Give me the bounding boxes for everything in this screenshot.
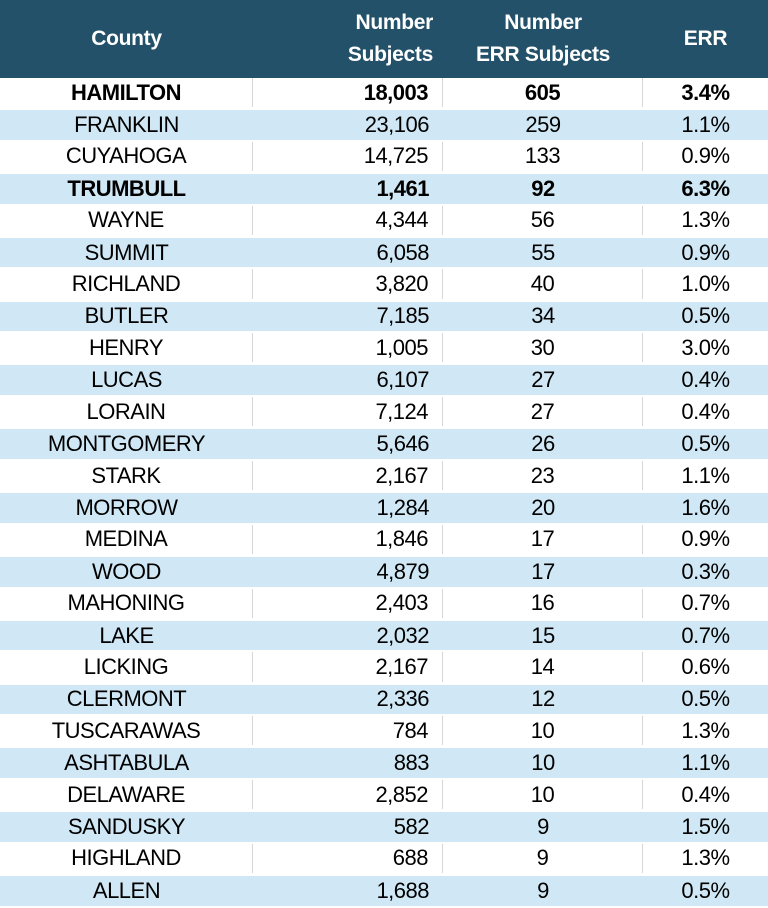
cell-county: WAYNE (0, 206, 253, 235)
cell-number-subjects: 2,032 (253, 618, 443, 653)
cell-number-err-subjects: 27 (443, 362, 643, 397)
cell-number-err-subjects: 30 (443, 333, 643, 362)
table-row (0, 809, 768, 844)
cell-number-subjects: 6,058 (253, 235, 443, 270)
header-label-line: County (91, 27, 162, 50)
header-label-line: Number (504, 11, 582, 34)
cell-number-subjects: 2,852 (253, 780, 443, 809)
table-row (0, 269, 768, 298)
cell-county: WOOD (0, 554, 253, 589)
table-row (0, 844, 768, 873)
cell-err: 6.3% (643, 171, 768, 206)
cell-number-err-subjects: 9 (443, 844, 643, 873)
cell-number-subjects: 2,403 (253, 589, 443, 618)
cell-number-err-subjects: 14 (443, 652, 643, 681)
cell-err: 0.7% (643, 618, 768, 653)
cell-err: 1.5% (643, 809, 768, 844)
cell-number-err-subjects: 23 (443, 461, 643, 490)
table-row (0, 397, 768, 426)
cell-number-err-subjects: 92 (443, 171, 643, 206)
cell-county: MORROW (0, 490, 253, 525)
cell-number-err-subjects: 26 (443, 426, 643, 461)
cell-err: 1.1% (643, 107, 768, 142)
cell-err: 0.4% (643, 780, 768, 809)
cell-err: 1.6% (643, 490, 768, 525)
table-row (0, 716, 768, 745)
cell-number-subjects: 14,725 (253, 142, 443, 171)
table-row (0, 780, 768, 809)
cell-number-err-subjects: 27 (443, 397, 643, 426)
table-row (0, 554, 768, 589)
cell-county: SANDUSKY (0, 809, 253, 844)
cell-number-subjects: 2,167 (253, 461, 443, 490)
table-row (0, 171, 768, 206)
cell-number-subjects: 7,185 (253, 299, 443, 334)
cell-err: 1.0% (643, 269, 768, 298)
cell-number-subjects: 1,846 (253, 525, 443, 554)
cell-county: MONTGOMERY (0, 426, 253, 461)
col-header-number-subjects (253, 0, 443, 78)
cell-number-err-subjects: 9 (443, 873, 643, 908)
cell-err: 0.5% (643, 682, 768, 717)
cell-err: 0.9% (643, 142, 768, 171)
header-label-line: Number (355, 11, 433, 34)
cell-number-subjects: 784 (253, 716, 443, 745)
cell-number-err-subjects: 56 (443, 206, 643, 235)
col-header-county (0, 0, 253, 78)
cell-number-err-subjects: 17 (443, 554, 643, 589)
header-label-line: ERR (683, 27, 728, 50)
cell-county: STARK (0, 461, 253, 490)
cell-err: 0.5% (643, 299, 768, 334)
cell-county: HENRY (0, 333, 253, 362)
cell-err: 0.6% (643, 652, 768, 681)
table-row (0, 107, 768, 142)
cell-county: CLERMONT (0, 682, 253, 717)
table-header (0, 0, 768, 78)
col-header-err (643, 0, 768, 78)
cell-err: 0.9% (643, 235, 768, 270)
cell-number-err-subjects: 10 (443, 716, 643, 745)
table-row (0, 362, 768, 397)
cell-err: 0.4% (643, 362, 768, 397)
cell-err: 1.1% (643, 461, 768, 490)
cell-number-subjects: 582 (253, 809, 443, 844)
cell-county: MAHONING (0, 589, 253, 618)
cell-number-subjects: 4,879 (253, 554, 443, 589)
table-row (0, 206, 768, 235)
cell-number-subjects: 5,646 (253, 426, 443, 461)
cell-err: 1.3% (643, 844, 768, 873)
table-row (0, 426, 768, 461)
cell-number-subjects: 1,461 (253, 171, 443, 206)
cell-number-subjects: 1,688 (253, 873, 443, 908)
cell-number-subjects: 7,124 (253, 397, 443, 426)
cell-number-subjects: 688 (253, 844, 443, 873)
cell-err: 0.3% (643, 554, 768, 589)
cell-number-subjects: 6,107 (253, 362, 443, 397)
cell-number-err-subjects: 15 (443, 618, 643, 653)
cell-county: ASHTABULA (0, 745, 253, 780)
cell-number-err-subjects: 12 (443, 682, 643, 717)
table-row (0, 333, 768, 362)
cell-number-subjects: 2,167 (253, 652, 443, 681)
table-row (0, 745, 768, 780)
cell-number-subjects: 883 (253, 745, 443, 780)
cell-county: CUYAHOGA (0, 142, 253, 171)
cell-county: LUCAS (0, 362, 253, 397)
cell-county: TUSCARAWAS (0, 716, 253, 745)
cell-number-err-subjects: 10 (443, 780, 643, 809)
cell-number-subjects: 1,284 (253, 490, 443, 525)
cell-err: 0.9% (643, 525, 768, 554)
cell-number-err-subjects: 10 (443, 745, 643, 780)
cell-number-subjects: 2,336 (253, 682, 443, 717)
cell-err: 0.5% (643, 426, 768, 461)
table-row (0, 142, 768, 171)
cell-county: SUMMIT (0, 235, 253, 270)
cell-number-err-subjects: 34 (443, 299, 643, 334)
cell-county: HIGHLAND (0, 844, 253, 873)
table-row (0, 461, 768, 490)
cell-county: MEDINA (0, 525, 253, 554)
table-row (0, 873, 768, 908)
cell-county: LICKING (0, 652, 253, 681)
cell-err: 0.4% (643, 397, 768, 426)
table-row (0, 78, 768, 107)
cell-err: 1.3% (643, 206, 768, 235)
table-row (0, 682, 768, 717)
header-label-line: Subjects (347, 43, 433, 66)
cell-county: TRUMBULL (0, 171, 253, 206)
cell-number-err-subjects: 605 (443, 78, 643, 107)
table-row (0, 490, 768, 525)
header-row (0, 0, 768, 78)
cell-err: 0.5% (643, 873, 768, 908)
cell-county: LORAIN (0, 397, 253, 426)
cell-err: 3.4% (643, 78, 768, 107)
cell-county: DELAWARE (0, 780, 253, 809)
cell-number-err-subjects: 20 (443, 490, 643, 525)
cell-err: 3.0% (643, 333, 768, 362)
cell-county: RICHLAND (0, 269, 253, 298)
cell-number-err-subjects: 17 (443, 525, 643, 554)
table-row (0, 299, 768, 334)
cell-number-err-subjects: 55 (443, 235, 643, 270)
cell-number-err-subjects: 259 (443, 107, 643, 142)
cell-number-subjects: 18,003 (253, 78, 443, 107)
cell-number-subjects: 1,005 (253, 333, 443, 362)
cell-err: 1.3% (643, 716, 768, 745)
cell-county: HAMILTON (0, 78, 253, 107)
table-row (0, 652, 768, 681)
table-body (0, 78, 768, 908)
cell-err: 1.1% (643, 745, 768, 780)
cell-county: FRANKLIN (0, 107, 253, 142)
cell-number-subjects: 23,106 (253, 107, 443, 142)
cell-number-err-subjects: 9 (443, 809, 643, 844)
table-row (0, 235, 768, 270)
cell-number-subjects: 3,820 (253, 269, 443, 298)
header-label-line: ERR Subjects (475, 43, 611, 66)
cell-county: LAKE (0, 618, 253, 653)
cell-number-subjects: 4,344 (253, 206, 443, 235)
cell-county: ALLEN (0, 873, 253, 908)
cell-number-err-subjects: 133 (443, 142, 643, 171)
table-row (0, 589, 768, 618)
table-row (0, 618, 768, 653)
table-row (0, 525, 768, 554)
cell-number-err-subjects: 40 (443, 269, 643, 298)
col-header-number-err-subjects (443, 0, 643, 78)
cell-err: 0.7% (643, 589, 768, 618)
cell-county: BUTLER (0, 299, 253, 334)
cell-number-err-subjects: 16 (443, 589, 643, 618)
